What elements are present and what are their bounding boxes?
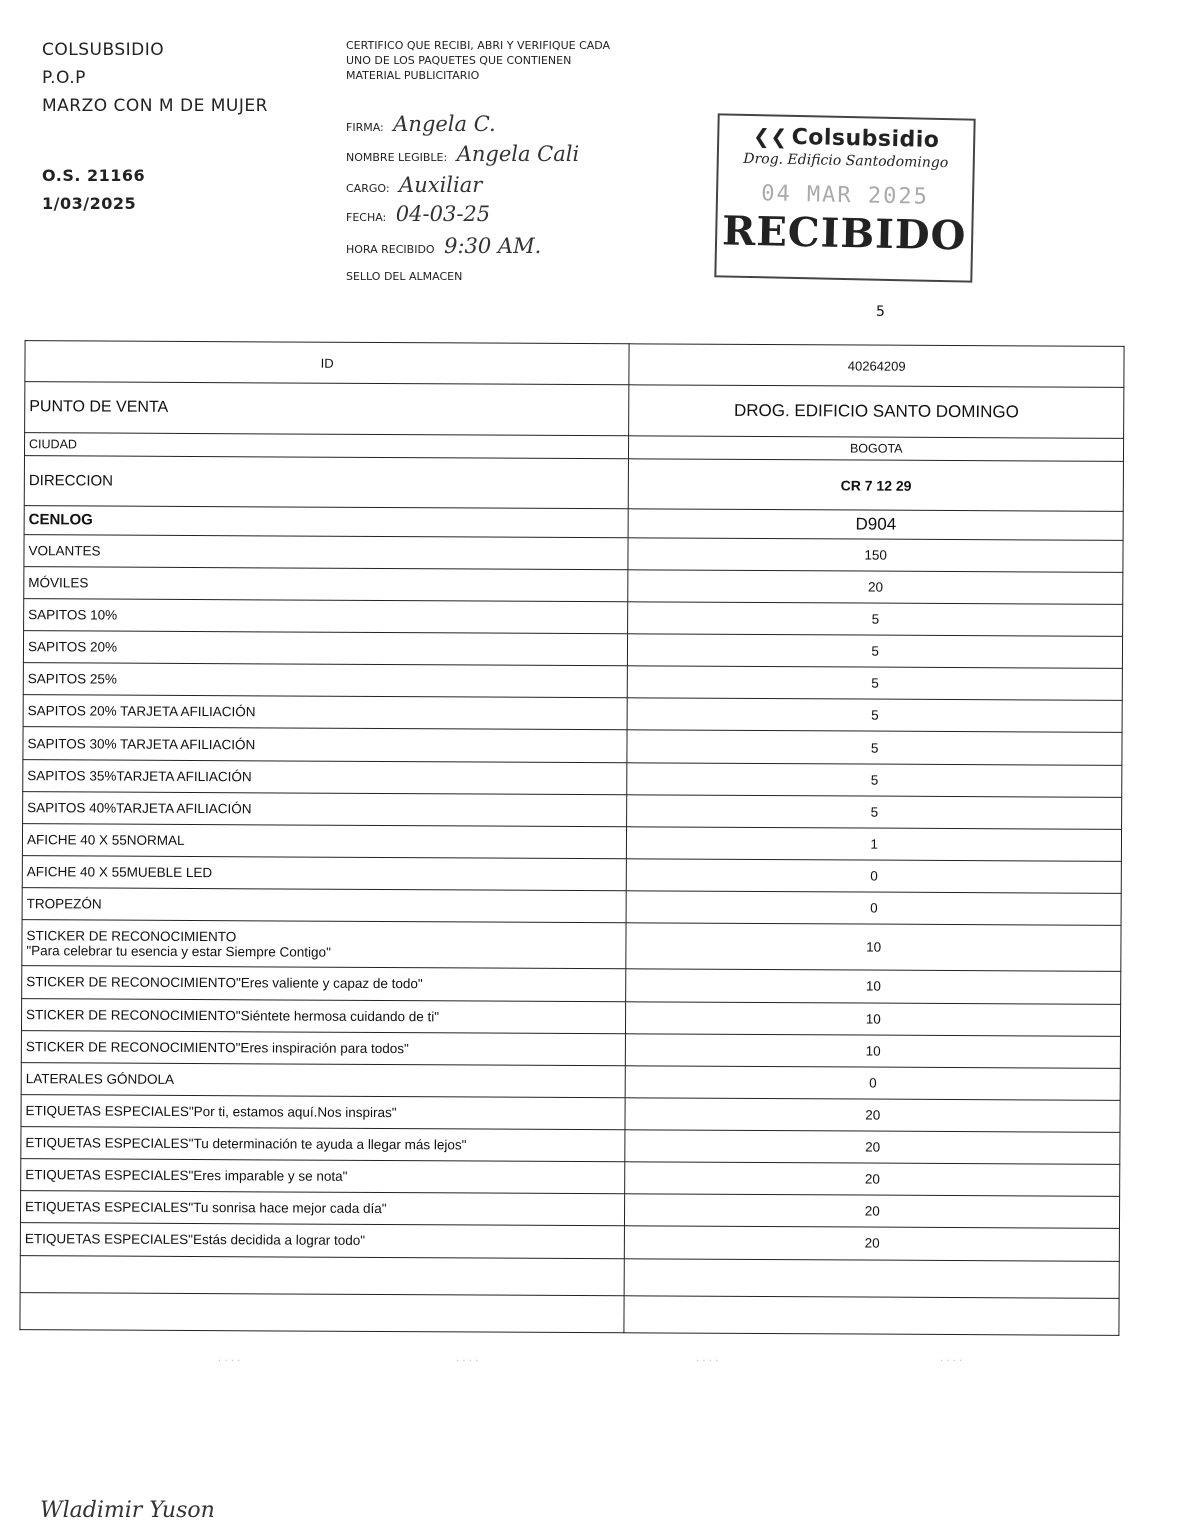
colsubsidio-logo-icon: ❮❮ bbox=[752, 124, 788, 149]
item-label: SAPITOS 40%TARJETA AFILIACIÓN bbox=[23, 791, 628, 826]
footer-signature: Wladimir Yuson bbox=[40, 1498, 215, 1523]
item-qty: 20 bbox=[625, 1162, 1120, 1197]
item-label: VOLANTES bbox=[24, 534, 629, 569]
empty-cell bbox=[20, 1255, 625, 1295]
item-qty: 150 bbox=[628, 538, 1123, 573]
item-qty: 10 bbox=[626, 1001, 1121, 1036]
fecha-label: FECHA: bbox=[346, 211, 387, 224]
punto-venta-value: DROG. EDIFICIO SANTO DOMINGO bbox=[629, 385, 1124, 439]
item-qty: 5 bbox=[628, 634, 1123, 669]
id-value: 40264209 bbox=[629, 344, 1124, 388]
item-qty: 20 bbox=[628, 570, 1123, 605]
hora-row bbox=[346, 234, 541, 258]
firma-signature: Angela C. bbox=[393, 112, 496, 136]
item-qty: 20 bbox=[625, 1226, 1120, 1261]
item-qty: 10 bbox=[626, 1033, 1121, 1068]
item-label: AFICHE 40 X 55NORMAL bbox=[22, 823, 627, 858]
item-qty: 5 bbox=[627, 762, 1122, 797]
punto-venta-label: PUNTO DE VENTA bbox=[25, 382, 630, 436]
item-qty: 1 bbox=[627, 827, 1122, 862]
item-label: ETIQUETAS ESPECIALES"Estás decidida a lograr todo" bbox=[20, 1223, 625, 1258]
item-label: SAPITOS 25% bbox=[23, 663, 628, 698]
item-label: SAPITOS 20% bbox=[23, 631, 628, 666]
item-label: AFICHE 40 X 55MUEBLE LED bbox=[22, 856, 627, 891]
hora-label: HORA RECIBIDO bbox=[346, 243, 435, 256]
hora-value: 9:30 AM. bbox=[444, 234, 542, 258]
received-stamp bbox=[714, 113, 975, 282]
item-qty: 5 bbox=[628, 602, 1123, 637]
company-name: COLSUBSIDIO bbox=[42, 40, 165, 60]
item-qty: 0 bbox=[626, 891, 1121, 926]
item-qty: 10 bbox=[626, 969, 1121, 1004]
item-label: ETIQUETAS ESPECIALES"Por ti, estamos aquí.Nos inspiras" bbox=[21, 1095, 626, 1130]
stamp-date: 04 MAR 2025 bbox=[760, 181, 930, 210]
item-label: STICKER DE RECONOCIMIENTO bbox=[26, 927, 237, 945]
cargo-value: Auxiliar bbox=[399, 173, 483, 197]
empty-cell bbox=[20, 1292, 625, 1332]
scan-smudge: · · · · bbox=[696, 1356, 719, 1367]
ciudad-value: BOGOTA bbox=[629, 436, 1124, 462]
nombre-label: NOMBRE LEGIBLE: bbox=[346, 151, 448, 164]
order-date: 1/03/2025 bbox=[42, 194, 137, 213]
item-label-multiline bbox=[22, 920, 627, 969]
scan-smudge: · · · · bbox=[456, 1356, 479, 1367]
certification-statement: CERTIFICO QUE RECIBI, ABRI Y VERIFIQUE CADA UNO DE LOS PAQUETES QUE CONTIENEN MATERIAL PUBLICITARIO bbox=[346, 39, 611, 82]
item-qty: 5 bbox=[628, 666, 1123, 701]
item-label: TROPEZÓN bbox=[22, 888, 627, 923]
item-label: STICKER DE RECONOCIMIENTO"Siéntete hermosa cuidando de ti" bbox=[21, 998, 626, 1033]
item-qty: 5 bbox=[627, 730, 1122, 765]
document-type: P.O.P bbox=[42, 68, 86, 88]
header-left bbox=[42, 36, 268, 218]
scan-smudge: · · · · bbox=[218, 1356, 241, 1367]
id-label: ID bbox=[25, 341, 630, 385]
nombre-row bbox=[346, 142, 579, 166]
item-label: SAPITOS 30% TARJETA AFILIACIÓN bbox=[23, 727, 628, 762]
item-qty: 5 bbox=[628, 698, 1123, 733]
pop-distribution-table bbox=[19, 340, 1124, 1336]
firma-row bbox=[346, 112, 496, 136]
stamp-brand: Colsubsidio bbox=[791, 124, 940, 153]
empty-cell bbox=[624, 1295, 1119, 1335]
cargo-label: CARGO: bbox=[346, 182, 390, 195]
direccion-value: CR 7 12 29 bbox=[629, 459, 1124, 511]
order-number: O.S. 21166 bbox=[42, 166, 146, 185]
stamp-store: Drog. Edificio Santodomingo bbox=[743, 150, 949, 172]
ciudad-label: CIUDAD bbox=[24, 433, 629, 459]
empty-row bbox=[20, 1255, 1119, 1298]
item-qty: 20 bbox=[625, 1098, 1120, 1133]
firma-label: FIRMA: bbox=[346, 121, 384, 134]
item-label: SAPITOS 35%TARJETA AFILIACIÓN bbox=[23, 759, 628, 794]
item-label: MÓVILES bbox=[24, 566, 629, 601]
empty-cell bbox=[625, 1258, 1120, 1298]
item-label: STICKER DE RECONOCIMIENTO"Eres valiente y capaz de todo" bbox=[22, 966, 627, 1001]
id-row bbox=[25, 341, 1124, 388]
item-label-line2: "Para celebrar tu esencia y estar Siempre Contigo" bbox=[26, 942, 331, 960]
item-qty: 20 bbox=[625, 1130, 1120, 1165]
page-number: 5 bbox=[876, 304, 885, 320]
fecha-value: 04-03-25 bbox=[395, 202, 491, 226]
item-qty: 5 bbox=[627, 795, 1122, 830]
empty-row bbox=[20, 1292, 1119, 1335]
direccion-row bbox=[24, 456, 1123, 511]
fecha-row bbox=[346, 202, 490, 226]
stamp-status: RECIBIDO bbox=[721, 207, 967, 260]
nombre-value: Angela Cali bbox=[456, 142, 580, 166]
cenlog-label: CENLOG bbox=[24, 505, 629, 537]
item-qty: 10 bbox=[626, 923, 1121, 972]
item-qty: 20 bbox=[625, 1194, 1120, 1229]
item-qty: 0 bbox=[627, 859, 1122, 894]
item-label: SAPITOS 20% TARJETA AFILIACIÓN bbox=[23, 695, 628, 730]
table-row bbox=[22, 920, 1121, 972]
cenlog-value: D904 bbox=[629, 508, 1124, 540]
scan-smudge: · · · · bbox=[940, 1356, 963, 1367]
stamp-logo bbox=[719, 123, 973, 153]
item-label: ETIQUETAS ESPECIALES"Eres imparable y se nota" bbox=[21, 1159, 626, 1194]
item-label: ETIQUETAS ESPECIALES"Tu determinación te ayuda a llegar más lejos" bbox=[21, 1127, 626, 1162]
item-qty: 0 bbox=[626, 1066, 1121, 1101]
punto-venta-row bbox=[25, 382, 1124, 439]
sello-label: SELLO DEL ALMACEN bbox=[346, 270, 463, 283]
item-label: ETIQUETAS ESPECIALES"Tu sonrisa hace mejor cada día" bbox=[20, 1191, 625, 1226]
item-label: SAPITOS 10% bbox=[24, 599, 629, 634]
item-label: STICKER DE RECONOCIMIENTO"Eres inspiración para todos" bbox=[21, 1030, 626, 1065]
item-label: LATERALES GÓNDOLA bbox=[21, 1062, 626, 1097]
direccion-label: DIRECCION bbox=[24, 456, 629, 508]
campaign-name: MARZO CON M DE MUJER bbox=[42, 96, 268, 116]
cargo-row bbox=[346, 173, 482, 197]
